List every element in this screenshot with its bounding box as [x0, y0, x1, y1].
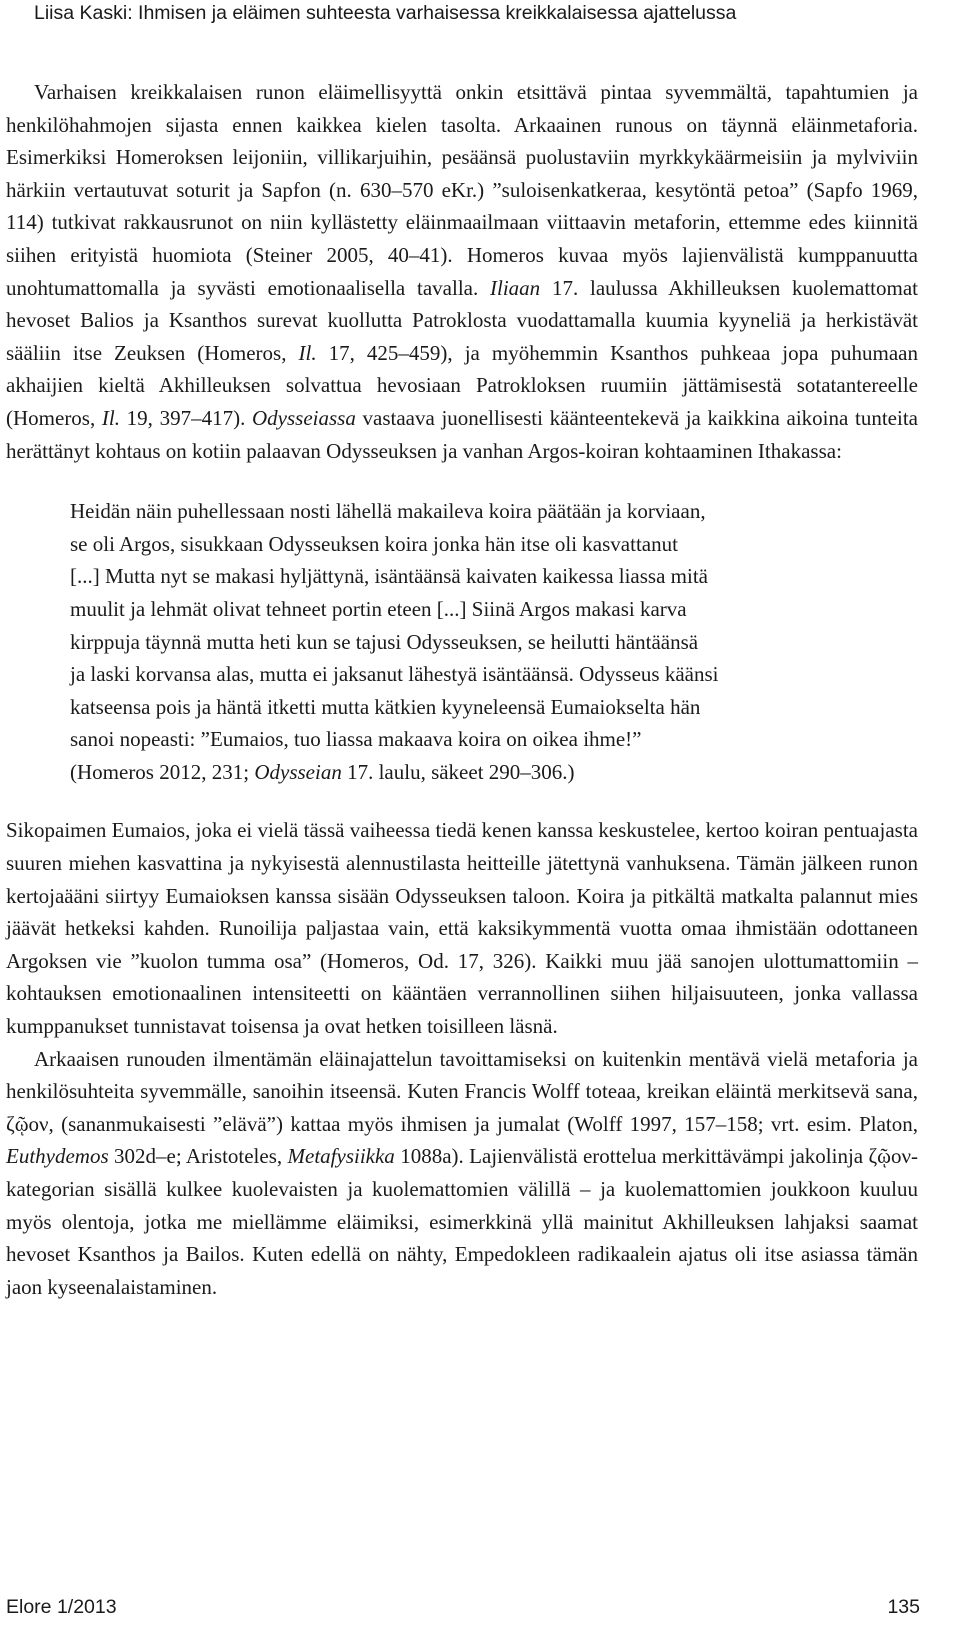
- text-run: Sikopaimen Eumaios, joka ei vielä tässä vaiheessa tiedä kenen kanssa keskustelee, kertoo koiran pentuajasta suuren miehen kasvattina ja nykyisestä alennustilasta heitteille jätettynä vanhuksena. Tämän jälkeen runon kertojaääni siirtyy Eumaioksen kanssa sisään Odysseuksen taloon. Koira ja pitkältä matkalta palannut mies jäävät hetkeksi kahden. Runoilija paljastaa vain, että kaksikymmentä vuotta omaa ihmistään odottaneen Argoksen vie ”kuolon tumma osa” (Homeros, Od. 17, 326). Kaikki muu jää sanojen ulottumattomiin – kohtauksen emotionaalinen intensiteetti on kääntäen verrannollinen siihen hiljaisuuteen, jonka vallassa kumppanukset tunnistavat toisensa ja ovat hetken toisilleen läsnä.: [6, 818, 918, 1039]
- paragraph-3: [6, 1043, 918, 1304]
- italic-text-run: Iliaan: [490, 275, 541, 300]
- text-run: (Homeros 2012, 231;: [70, 759, 255, 784]
- page-number: 135: [887, 1596, 920, 1618]
- article-body: [6, 76, 918, 1303]
- journal-issue: Elore 1/2013: [6, 1596, 117, 1618]
- quote-line: [70, 495, 870, 528]
- text-run: kirppuja täynnä mutta heti kun se tajusi Odysseuksen, se heilutti häntäänsä: [70, 629, 699, 654]
- text-run: Arkaaisen runouden ilmentämän eläinajattelun tavoittamiseksi on kuitenkin mentävä vielä metaforia ja henkilösuhteita syvemmälle, sanoihin itseensä. Kuten Francis Wolff toteaa, kreikan eläintä merkitsevä sana, ζῷον, (sananmukaisesti ”elävä”) kattaa myös ihmisen ja jumalat (Wolff 1997, 157–158; vrt. esim. Platon,: [6, 1046, 918, 1136]
- text-run: ja laski korvansa alas, mutta ei jaksanut lähestyä isäntäänsä. Odysseus käänsi: [70, 662, 719, 687]
- quote-line: [70, 658, 870, 691]
- italic-text-run: Il.: [298, 340, 317, 365]
- text-run: 17, 425–459), ja myöhemmin Ksanthos puhkeaa jopa puhumaan akhaijien kieltä Akhilleuksen solvattua hevosiaan Patrokloksen ruumiin jättämisestä sotatantereelle (Homeros,: [6, 340, 918, 430]
- paragraph-1: [6, 76, 918, 467]
- block-quote-wrapper: [6, 495, 918, 788]
- text-run: Varhaisen kreikkalaisen runon eläimellisyyttä onkin etsittävä pintaa syvemmältä, tapahtumien ja henkilöhahmojen sijasta ennen kaikkea kielen tasolta. Arkaainen runous on täynnä eläinmetaforia. Esimerkiksi Homeroksen leijoniin, villikarjuihin, pesäänsä puolustaviin myrkkykäärmeisiin ja mylviviin härkiin vertautuvat soturit ja Sapfon (n. 630–570 eKr.) ”suloisenkatkeraa, kesytöntä petoa” (Sapfo 1969, 114) tutkivat rakkausrunot on niin kyllästetty eläinmaailmaan viittaavin metaforin, ettemme edes kiinnitä siihen erityistä huomiota (Steiner 2005, 40–41). Homeros kuvaa myös lajienvälistä kumppanuutta unohtumattomalla ja syvästi emotionaalisella tavalla.: [6, 80, 918, 300]
- quote-line: [70, 528, 870, 561]
- text-run: katseensa pois ja häntä itketti mutta kätkien kyyneleensä Eumaiokselta hän: [70, 694, 701, 719]
- quote-line: [70, 756, 870, 789]
- text-run: [...] Mutta nyt se makasi hyljättynä, isäntäänsä kaivaten kaikessa liassa mitä: [70, 564, 708, 589]
- quote-line: [70, 560, 870, 593]
- text-run: 1088a). Lajienvälistä erottelua merkittävämpi jakolinja ζῷον-kategorian sisällä kulkee kuolevaisten ja kuolemattomien välillä – ja kuolemattomien joukkoon kuuluu myös olentoja, jotka me miellämme eläimiksi, esimerkkinä yllä mainitut Akhilleuksen lahjaksi saamat hevoset Ksanthos ja Bailos. Kuten edellä on nähty, Empedokleen radikaalein ajatus oli itse asiassa tämän jaon kyseenalaistaminen.: [6, 1144, 918, 1299]
- text-run: 302d–e; Aristoteles,: [108, 1144, 288, 1169]
- quote-line: [70, 723, 870, 756]
- italic-text-run: Metafysiikka: [287, 1144, 395, 1169]
- running-header: Liisa Kaski: Ihmisen ja eläimen suhteesta varhaisessa kreikkalaisessa ajattelussa: [34, 2, 737, 24]
- quote-line: [70, 593, 870, 626]
- text-run: Heidän näin puhellessaan nosti lähellä makaileva koira päätään ja korviaan,: [70, 499, 706, 524]
- paragraph-2: [6, 814, 918, 1042]
- text-run: 17. laulu, säkeet 290–306.): [341, 759, 575, 784]
- quote-line: [70, 626, 870, 659]
- italic-text-run: Odysseian: [254, 759, 342, 784]
- italic-text-run: Euthydemos: [6, 1144, 109, 1169]
- quote-line: [70, 691, 870, 724]
- text-run: 17. laulussa Akhilleuksen kuolemattomat hevoset Balios ja Ksanthos surevat kuollutta Patroklosta vuodattamalla kuumia kyyneliä ja herkistävät sääliin itse Zeuksen (Homeros,: [6, 275, 918, 365]
- block-quote: [70, 495, 870, 788]
- text-run: se oli Argos, sisukkaan Odysseuksen koira jonka hän itse oli kasvattanut: [70, 531, 678, 556]
- italic-text-run: Il.: [101, 405, 120, 430]
- text-run: muulit ja lehmät olivat tehneet portin eteen [...] Siinä Argos makasi karva: [70, 596, 687, 621]
- page-footer: [0, 1592, 920, 1622]
- italic-text-run: Odysseiassa: [252, 405, 356, 430]
- text-run: 19, 397–417).: [119, 405, 252, 430]
- text-run: vastaava juonellisesti käänteentekevä ja kaikkina aikoina tunteita herättänyt kohtaus on kotiin palaavan Odysseuksen ja vanhan Argos-koiran kohtaaminen Ithakassa:: [6, 405, 918, 463]
- text-run: sanoi nopeasti: ”Eumaios, tuo liassa makaava koira on oikea ihme!”: [70, 727, 642, 752]
